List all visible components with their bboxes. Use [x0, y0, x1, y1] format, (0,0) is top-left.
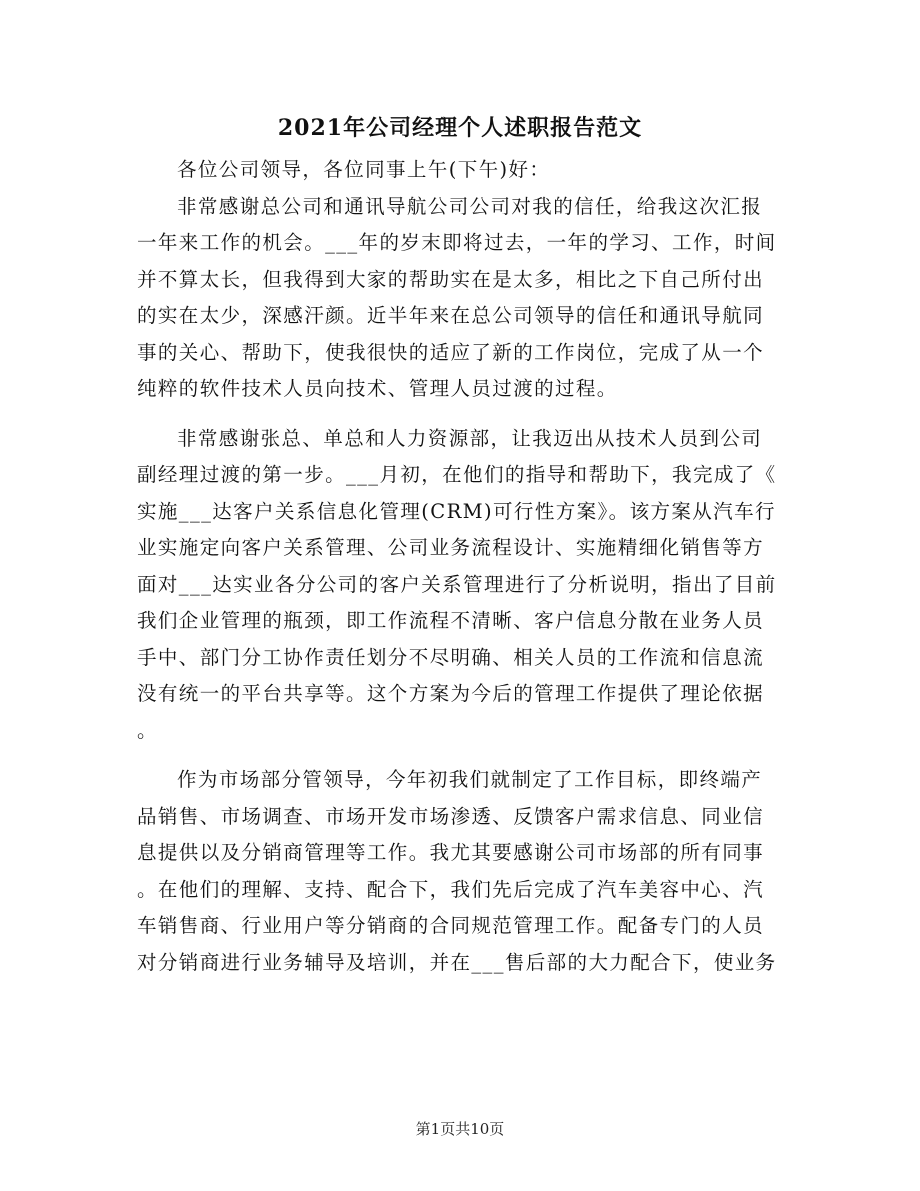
text-line: 纯粹的软件技术人员向技术、管理人员过渡的过程。 — [137, 377, 618, 400]
text-line: 非常感谢张总、单总和人力资源部，让我迈出从技术人员到公司 — [177, 426, 763, 450]
paragraph-gap — [137, 408, 777, 421]
document-title: 2021年公司经理个人述职报告范文 — [277, 115, 643, 141]
text-line: 面对___达实业各分公司的客户关系管理进行了分析说明，指出了目前 — [137, 572, 777, 596]
paragraph-2 — [137, 421, 777, 750]
text-line: 事的关心、帮助下，使我很快的适应了新的工作岗位，完成了从一个 — [137, 340, 765, 364]
text-line: 作为市场部分管领导，今年初我们就制定了工作目标，即终端产 — [177, 768, 763, 791]
text-line: 非常感谢总公司和通讯导航公司公司对我的信任，给我这次汇报 — [177, 194, 763, 218]
document-body — [137, 152, 777, 981]
text-line: 我们企业管理的瓶颈，即工作流程不清晰、客户信息分散在业务人员 — [137, 609, 765, 632]
text-line: 车销售商、行业用户等分销商的合同规范管理工作。配备专门的人员 — [137, 914, 765, 937]
text-line: 一年来工作的机会。___年的岁末即将过去，一年的学习、工作，时间 — [137, 231, 777, 254]
paragraph-gap — [137, 749, 777, 762]
text-line: 副经理过渡的第一步。___月初，在他们的指导和帮助下，我完成了《 — [137, 463, 777, 486]
text-line: 没有统一的平台共享等。这个方案为今后的管理工作提供了理论依据 — [137, 682, 765, 705]
text-line: 息提供以及分销商管理等工作。我尤其要感谢公司市场部的所有同事 — [137, 841, 765, 864]
paragraph-1 — [137, 189, 777, 408]
text-line: 手中、部门分工协作责任划分不尽明确、相关人员的工作流和信息流 — [137, 645, 765, 669]
page-number-footer: 第1页共10页 — [415, 1120, 505, 1138]
text-line: 并不算太长，但我得到大家的帮助实在是太多，相比之下自己所付出 — [137, 267, 765, 291]
text-line: 品销售、市场调查、市场开发市场渗透、反馈客户需求信息、同业信 — [137, 804, 765, 828]
text-line: 。在他们的理解、支持、配合下，我们先后完成了汽车美容中心、汽 — [137, 877, 765, 901]
text-line: 。 — [137, 718, 158, 742]
text-line: 对分销商进行业务辅导及培训，并在___售后部的大力配合下，使业务 — [137, 950, 777, 974]
text-line: 的实在太少，深感汗颜。近半年来在总公司领导的信任和通讯导航同 — [137, 304, 765, 327]
text-line: 业实施定向客户关系管理、公司业务流程设计、实施精细化销售等方 — [137, 536, 765, 559]
greeting-line: 各位公司领导，各位同事上午(下午)好： — [177, 158, 551, 181]
text-line: 实施___达客户关系信息化管理(CRM)可行性方案》。该方案从汽车行 — [137, 499, 776, 523]
paragraph-3 — [137, 762, 777, 981]
